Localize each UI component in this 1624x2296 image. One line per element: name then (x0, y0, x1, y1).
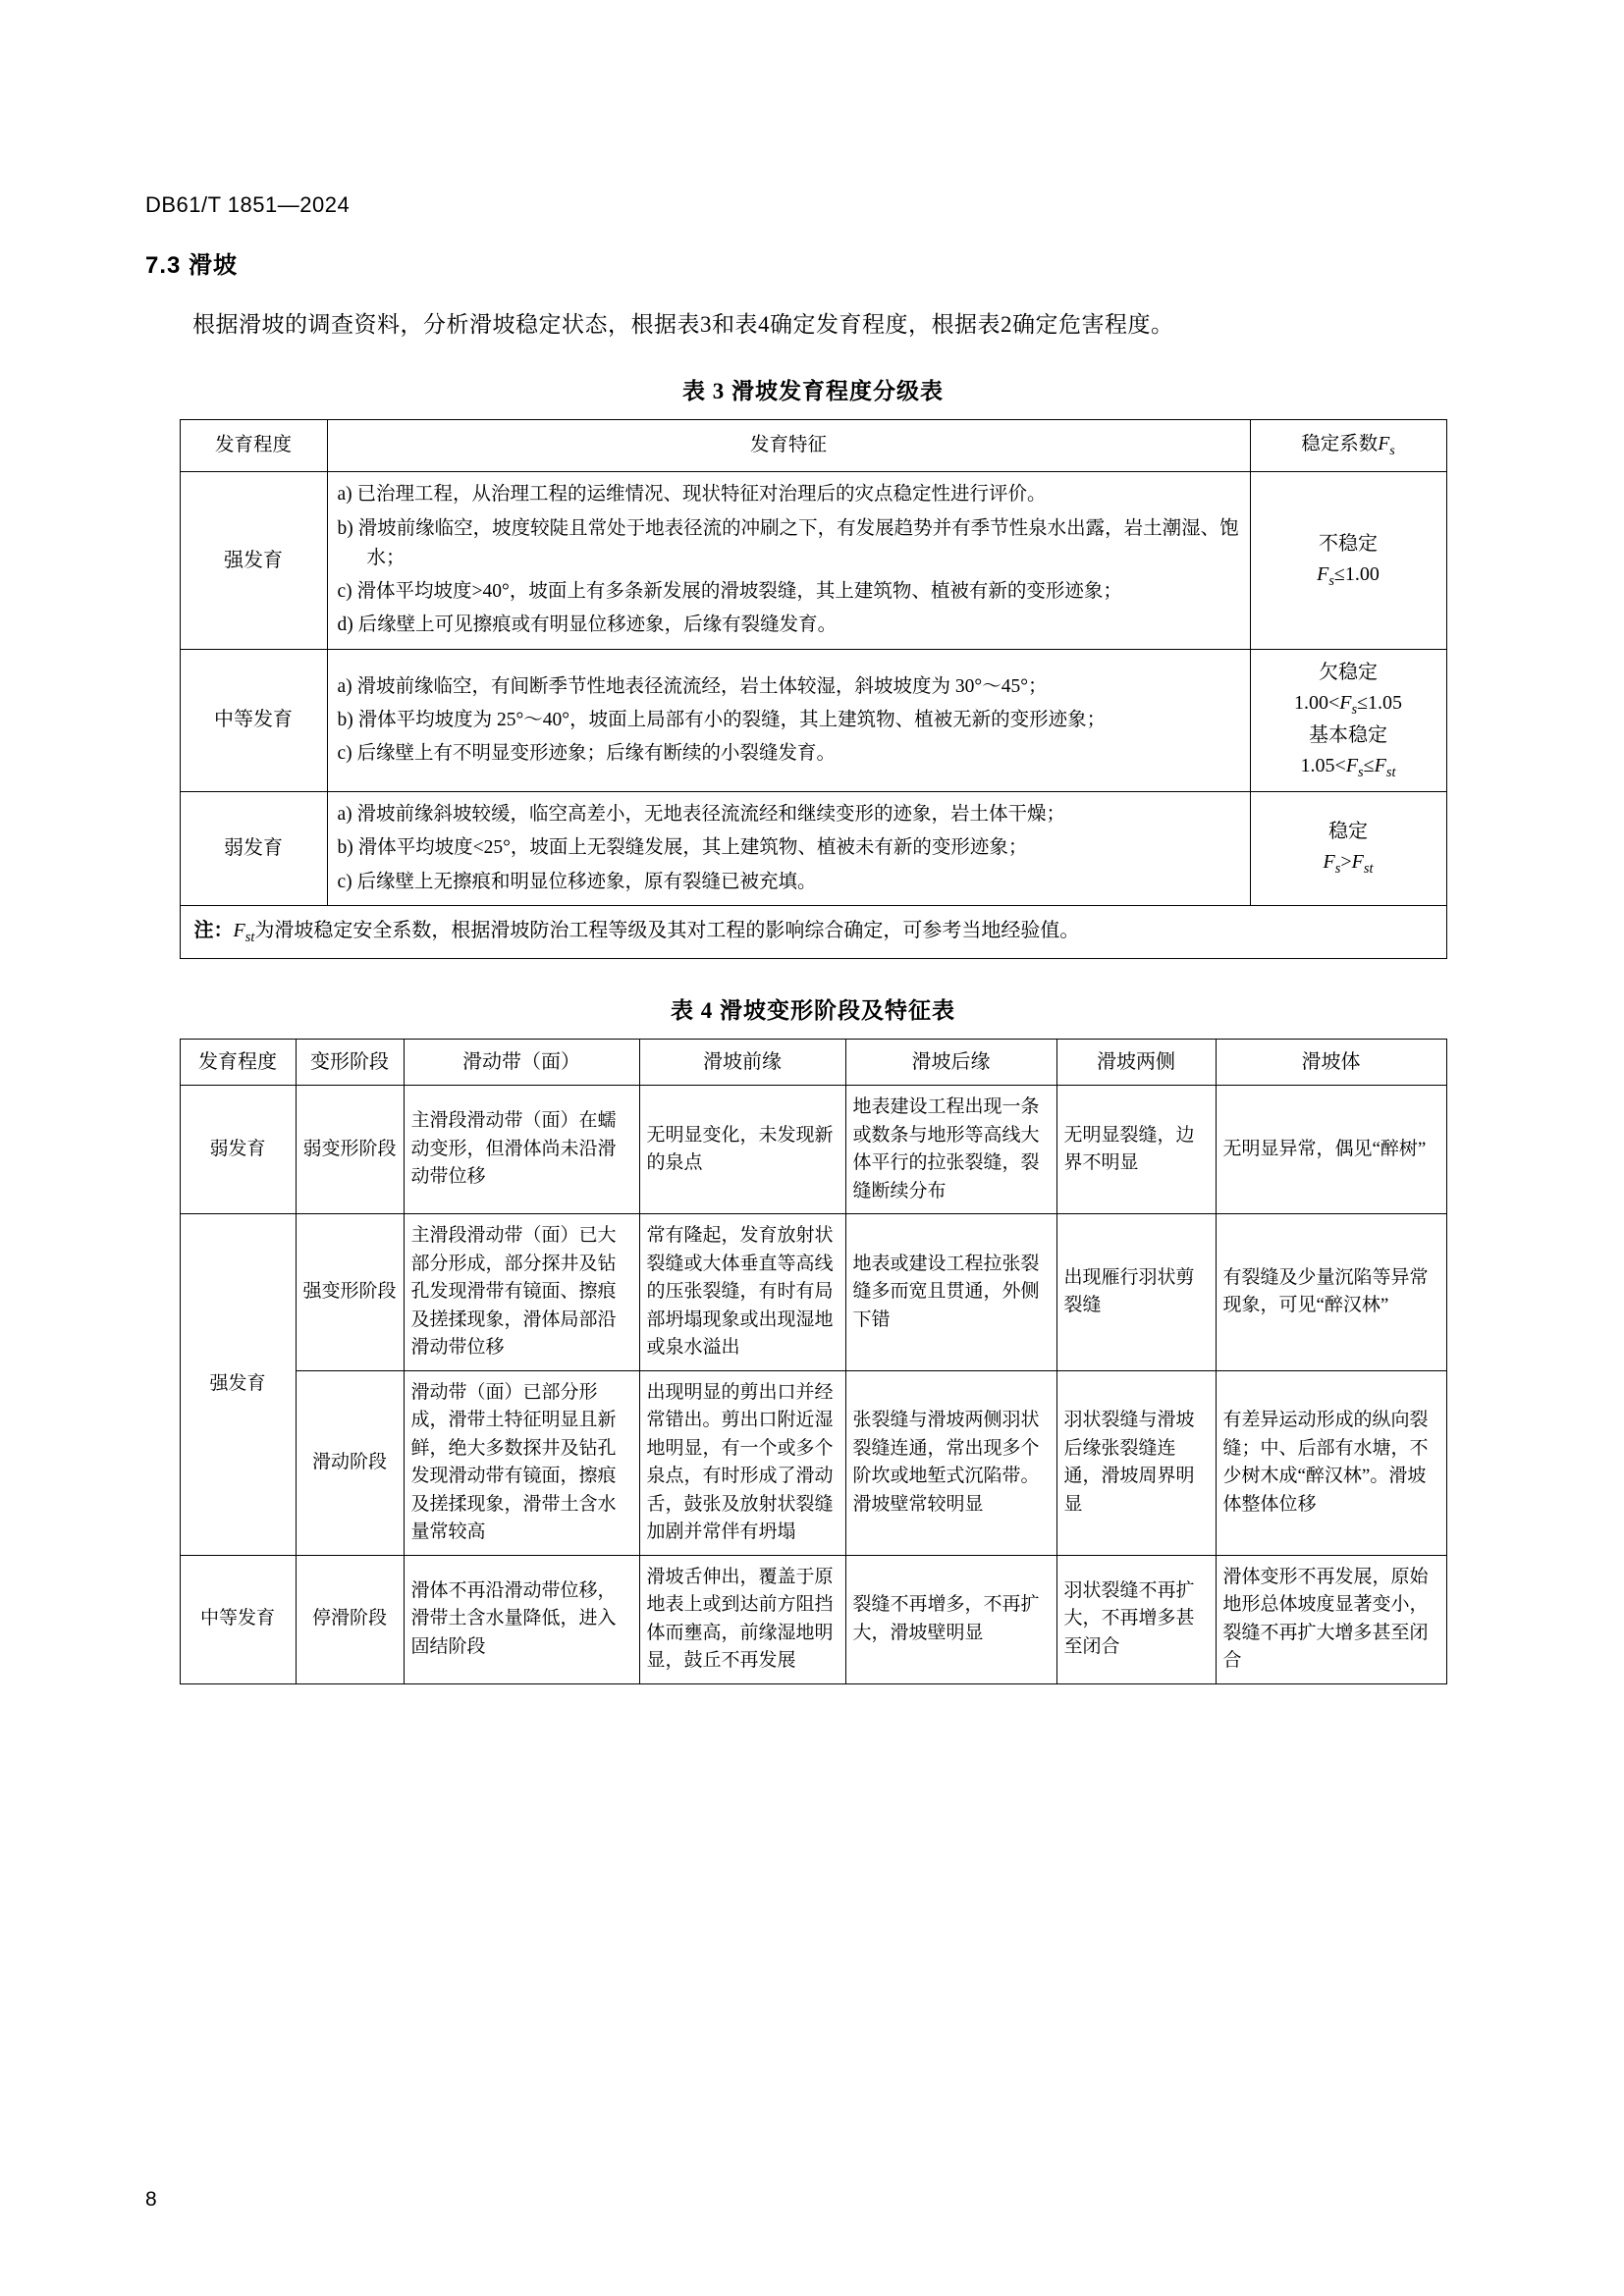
table4-front: 常有隆起，发育放射状裂缝或大体垂直等高线的压张裂缝，有时有局部坍塌现象或出现湿地或泉水溢出 (639, 1214, 845, 1371)
table4-header-stage: 变形阶段 (296, 1040, 404, 1086)
table4-slip-zone: 滑动带（面）已部分形成，滑带土特征明显且新鲜，绝大多数探井及钻孔发现滑动带有镜面，擦痕及搓揉现象，滑带土含水量常较高 (404, 1370, 639, 1555)
table-header-row (180, 419, 1446, 472)
table3-coefficient (1250, 649, 1446, 792)
table4-level: 中等发育 (180, 1555, 296, 1683)
feature-item: c) 后缘壁上有不明显变形迹象；后缘有断续的小裂缝发育。 (337, 742, 837, 764)
feature-item: c) 滑体平均坡度>40°，坡面上有多条新发展的滑坡裂缝，其上建筑物、植被有新的变形迹象； (337, 581, 1122, 603)
table-row (180, 1555, 1446, 1683)
table3-note: 注：$F_{st}$为滑坡稳定安全系数，根据滑坡防治工程等级及其对工程的影响综合确定，可参考当地经验值。 (180, 905, 1446, 958)
table4-rear: 地表或建设工程拉张裂缝多而宽且贯通，外侧下错 (845, 1214, 1056, 1371)
table4-sides: 羽状裂缝不再扩大，不再增多甚至闭合 (1056, 1555, 1216, 1683)
feature-item: a) 已治理工程，从治理工程的运维情况、现状特征对治理后的灾点稳定性进行评价。 (337, 484, 1047, 506)
table-row (180, 792, 1446, 906)
feature-item: c) 后缘壁上无擦痕和明显位移迹象，原有裂缝已被充填。 (337, 871, 817, 892)
table3-header-feature: 发育特征 (327, 419, 1250, 472)
coefficient-value: $F_s>F_{st}$ (1323, 851, 1374, 878)
coefficient-value-2: $1.05<F_s\le F_{st}$ (1300, 754, 1396, 780)
table4-body: 有差异运动形成的纵向裂缝；中、后部有水塘，不少树木成“醉汉林”。滑坡体整体位移 (1216, 1370, 1446, 1555)
table4-rear: 地表建设工程出现一条或数条与地形等高线大体平行的拉张裂缝，裂缝断续分布 (845, 1086, 1056, 1214)
coefficient-state: 稳定 (1328, 821, 1368, 843)
table4-header-front: 滑坡前缘 (639, 1040, 845, 1086)
table-row (180, 1214, 1446, 1371)
table4-body: 滑体变形不再发展，原始地形总体坡度显著变小，裂缝不再扩大增多甚至闭合 (1216, 1555, 1446, 1683)
table4-front: 无明显变化，未发现新的泉点 (639, 1086, 845, 1214)
table4-slip-zone: 滑体不再沿滑动带位移，滑带土含水量降低，进入固结阶段 (404, 1555, 639, 1683)
table3-features (327, 472, 1250, 649)
table4-stage: 弱变形阶段 (296, 1086, 404, 1214)
table3-level: 中等发育 (180, 649, 327, 792)
table-3 (180, 419, 1447, 959)
feature-item: a) 滑坡前缘临空，有间断季节性地表径流流经，岩土体较湿，斜坡坡度为 30°～45°； (337, 675, 1048, 697)
table4-stage: 停滑阶段 (296, 1555, 404, 1683)
feature-item: a) 滑坡前缘斜坡较缓，临空高差小，无地表径流流经和继续变形的迹象，岩土体干燥； (337, 804, 1066, 826)
table4-level: 弱发育 (180, 1086, 296, 1214)
table3-level: 强发育 (180, 472, 327, 649)
table3-header-level: 发育程度 (180, 419, 327, 472)
table-row (180, 1370, 1446, 1555)
table-row (180, 472, 1446, 649)
table3-features (327, 649, 1250, 792)
table4-rear: 裂缝不再增多，不再扩大，滑坡壁明显 (845, 1555, 1056, 1683)
section-heading: 7.3 滑坡 (145, 252, 239, 279)
feature-item: b) 滑体平均坡度为 25°～40°，坡面上局部有小的裂缝，其上建筑物、植被无新的变形迹象； (337, 709, 1107, 730)
section-paragraph: 根据滑坡的调查资料，分析滑坡稳定状态，根据表3和表4确定发育程度，根据表2确定危害程度。 (192, 312, 1174, 337)
table4-header-rear: 滑坡后缘 (845, 1040, 1056, 1086)
feature-item: b) 滑体平均坡度<25°，坡面上无裂缝发展，其上建筑物、植被未有新的变形迹象； (337, 837, 1028, 859)
table4-sides: 羽状裂缝与滑坡后缘张裂缝连通，滑坡周界明显 (1056, 1370, 1216, 1555)
coefficient-state: 不稳定 (1319, 532, 1378, 555)
table3-level: 弱发育 (180, 792, 327, 906)
table-row (180, 649, 1446, 792)
table-note-row (180, 905, 1446, 958)
table4-header-level: 发育程度 (180, 1040, 296, 1086)
table4-header-slip-zone: 滑动带（面） (404, 1040, 639, 1086)
coefficient-value: $F_s\le 1.00$ (1317, 562, 1380, 589)
page-number: 8 (145, 2188, 157, 2211)
table4-front: 出现明显的剪出口并经常错出。剪出口附近湿地明显，有一个或多个泉点，有时形成了滑动舌，鼓张及放射状裂缝加剧并常伴有坍塌 (639, 1370, 845, 1555)
table-4 (180, 1039, 1447, 1684)
table4-sides: 出现雁行羽状剪裂缝 (1056, 1214, 1216, 1371)
table3-header-coefficient: 稳定系数$F_s$ (1250, 419, 1446, 472)
table-header-row (180, 1040, 1446, 1086)
table4-level: 强发育 (180, 1214, 296, 1556)
feature-item: b) 滑坡前缘临空，坡度较陡且常处于地表径流的冲刷之下，有发展趋势并有季节性泉水出露，岩土潮湿、饱水； (337, 517, 1239, 568)
table4-slip-zone: 主滑段滑动带（面）在蠕动变形，但滑体尚未沿滑动带位移 (404, 1086, 639, 1214)
page-header: DB61/T 1851—2024 (145, 192, 351, 217)
table4-caption: 表 4 滑坡变形阶段及特征表 (671, 998, 955, 1024)
table4-rear: 张裂缝与滑坡两侧羽状裂缝连通，常出现多个阶坎或地堑式沉陷带。滑坡壁常较明显 (845, 1370, 1056, 1555)
table4-header-sides: 滑坡两侧 (1056, 1040, 1216, 1086)
page-content (145, 245, 1481, 1718)
table4-stage: 滑动阶段 (296, 1370, 404, 1555)
table4-front: 滑坡舌伸出，覆盖于原地表上或到达前方阻挡体而壅高，前缘湿地明显，鼓丘不再发展 (639, 1555, 845, 1683)
coefficient-value: $1.00<F_s\le 1.05$ (1293, 691, 1403, 718)
table3-features (327, 792, 1250, 906)
feature-item: d) 后缘壁上可见擦痕或有明显位移迹象，后缘有裂缝发育。 (337, 614, 838, 636)
table-row (180, 1086, 1446, 1214)
table4-header-body: 滑坡体 (1216, 1040, 1446, 1086)
table4-body: 有裂缝及少量沉陷等异常现象，可见“醉汉林” (1216, 1214, 1446, 1371)
table4-slip-zone: 主滑段滑动带（面）已大部分形成，部分探井及钻孔发现滑带有镜面、擦痕及搓揉现象，滑体局部沿滑动带位移 (404, 1214, 639, 1371)
table3-coefficient (1250, 472, 1446, 649)
coefficient-state: 欠稳定 (1319, 661, 1378, 683)
coefficient-state-2: 基本稳定 (1309, 723, 1387, 746)
table4-stage: 强变形阶段 (296, 1214, 404, 1371)
table3-caption: 表 3 滑坡发育程度分级表 (682, 378, 944, 403)
table4-sides: 无明显裂缝，边界不明显 (1056, 1086, 1216, 1214)
table3-coefficient (1250, 792, 1446, 906)
table4-body: 无明显异常，偶见“醉树” (1216, 1086, 1446, 1214)
